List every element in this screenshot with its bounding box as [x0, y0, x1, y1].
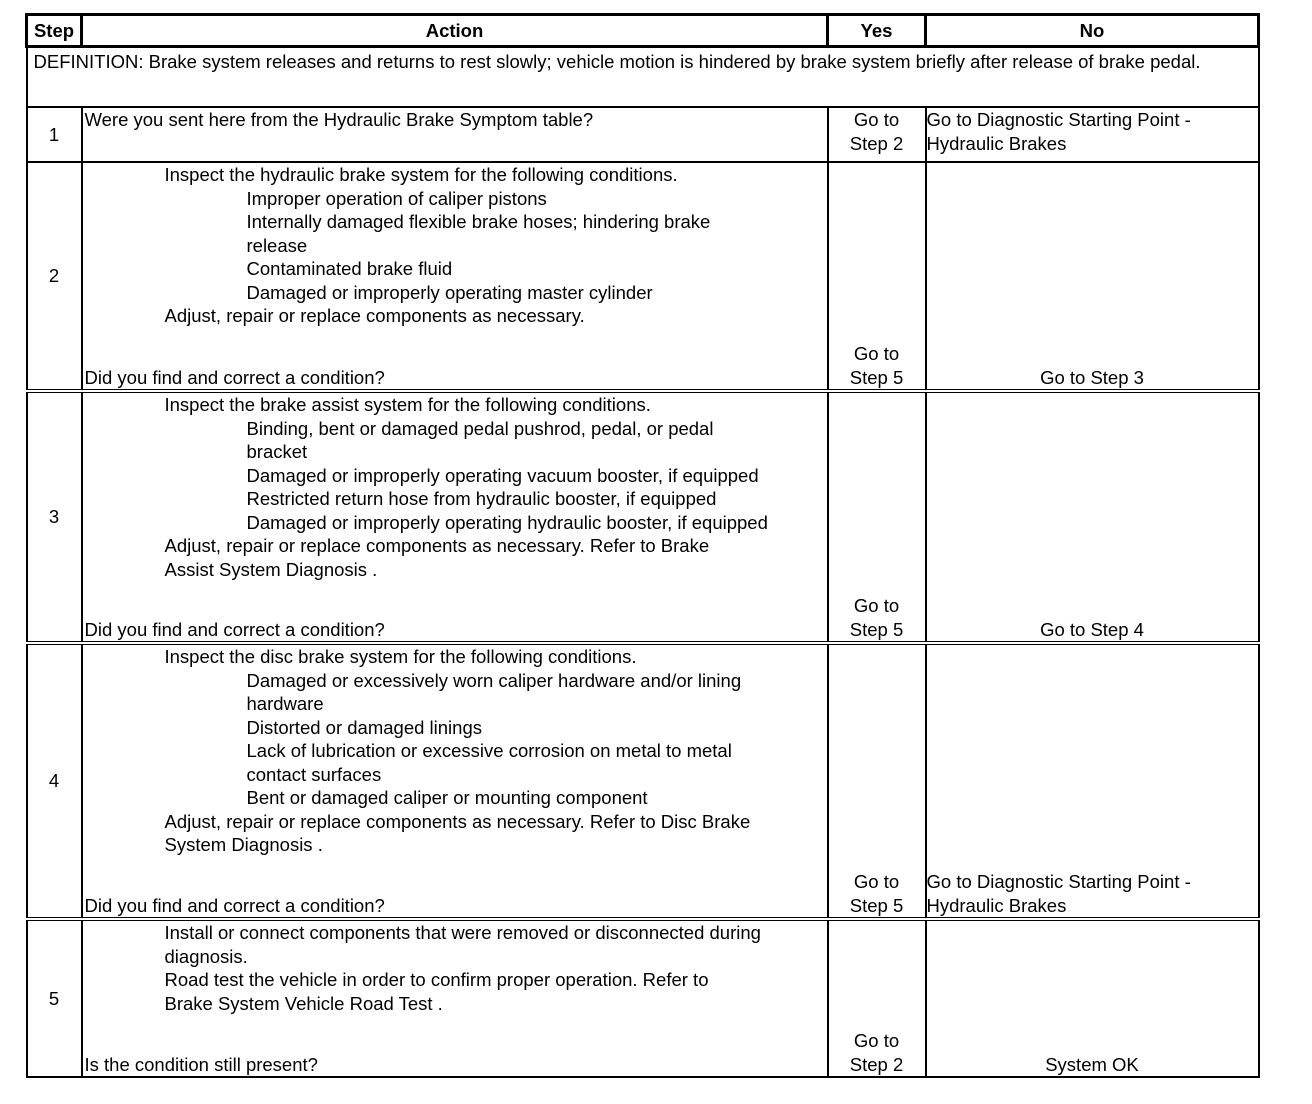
condition-item: Improper operation of caliper pistons [246, 187, 547, 209]
question-text: Did you find and correct a condition? [84, 618, 385, 640]
question-text: Were you sent here from the Hydraulic Brake Symptom table? [84, 109, 594, 130]
condition-item: Bent or damaged caliper or mounting component [246, 787, 648, 808]
step-number: 2 [27, 162, 82, 391]
yes-line: Step 2 [849, 132, 904, 154]
action-cell [82, 919, 828, 1077]
question-text: Did you find and correct a condition? [84, 366, 385, 388]
condition-item: bracket [246, 441, 308, 462]
condition-item: Binding, bent or damaged pedal pushrod, pedal, or pedal [246, 417, 714, 439]
condition-item: hardware [246, 693, 324, 714]
yes-cell [828, 391, 926, 643]
no-line: Go to Step 4 [1040, 618, 1144, 640]
no-cell [926, 107, 1259, 162]
action-cell [82, 391, 828, 643]
no-cell [926, 162, 1259, 391]
definition-row [27, 47, 1259, 108]
no-cell [926, 391, 1259, 643]
condition-item: contact surfaces [246, 763, 382, 785]
action-cell [82, 107, 828, 162]
step-number: 5 [27, 919, 82, 1077]
yes-line: Go to [853, 343, 900, 364]
yes-line: Step 5 [849, 366, 904, 388]
table-row [27, 643, 1259, 919]
header-step: Step [27, 15, 82, 47]
table-row [27, 107, 1259, 162]
header-action: Action [82, 15, 828, 47]
action-instruction: Adjust, repair or replace components as necessary. Refer to Disc Brake [164, 810, 751, 832]
yes-cell [828, 919, 926, 1077]
action-instruction: Assist System Diagnosis . [164, 558, 378, 580]
header-row [27, 15, 1259, 47]
condition-item: Contaminated brake fluid [246, 258, 453, 279]
action-cell [82, 162, 828, 391]
condition-item: Damaged or improperly operating master cylinder [246, 281, 653, 303]
action-instruction: Adjust, repair or replace components as necessary. [164, 305, 585, 326]
action-instruction: Brake System Vehicle Road Test . [164, 992, 443, 1014]
action-instruction: Install or connect components that were removed or disconnected during [164, 922, 761, 943]
action-intro: Inspect the disc brake system for the following conditions. [164, 646, 637, 667]
no-line: System OK [1045, 1053, 1139, 1075]
action-instruction: Adjust, repair or replace components as necessary. Refer to Brake [164, 535, 710, 556]
action-cell [82, 643, 828, 919]
table-row [27, 919, 1259, 1077]
step-number: 4 [27, 643, 82, 919]
diagnostic-table [25, 13, 1260, 1078]
no-cell [926, 643, 1259, 919]
no-line: Go to Step 3 [1040, 366, 1144, 388]
no-cell [926, 919, 1259, 1077]
action-intro: Inspect the brake assist system for the following conditions. [164, 394, 651, 415]
condition-item: Restricted return hose from hydraulic booster, if equipped [246, 488, 717, 509]
no-line: Go to Diagnostic Starting Point - [926, 109, 1191, 130]
action-instruction: diagnosis. [164, 945, 248, 967]
action-intro: Inspect the hydraulic brake system for the following conditions. [164, 164, 678, 185]
yes-cell [828, 162, 926, 391]
header-yes: Yes [828, 15, 926, 47]
question-text: Did you find and correct a condition? [84, 894, 385, 916]
yes-line: Step 2 [849, 1053, 904, 1075]
condition-item: Lack of lubrication or excessive corrosion on metal to metal [246, 740, 732, 761]
definition-text: DEFINITION: Brake system releases and returns to rest slowly; vehicle motion is hindered by brake system briefly after release of brake pedal. [27, 47, 1259, 108]
step-number: 3 [27, 391, 82, 643]
step-number: 1 [27, 107, 82, 162]
condition-item: Distorted or damaged linings [246, 716, 482, 738]
yes-cell [828, 643, 926, 919]
table-row [27, 162, 1259, 391]
table-row [27, 391, 1259, 643]
condition-item: Internally damaged flexible brake hoses; hindering brake [246, 211, 711, 232]
header-no: No [926, 15, 1259, 47]
no-line: Go to Diagnostic Starting Point - [926, 871, 1191, 892]
yes-line: Go to [853, 595, 900, 616]
condition-item: Damaged or improperly operating vacuum booster, if equipped [246, 464, 759, 486]
question-text: Is the condition still present? [84, 1053, 318, 1075]
yes-line: Go to [853, 1030, 900, 1051]
yes-cell [828, 107, 926, 162]
yes-line: Step 5 [849, 894, 904, 916]
no-line: Hydraulic Brakes [926, 894, 1067, 916]
action-instruction: Road test the vehicle in order to confirm proper operation. Refer to [164, 969, 709, 990]
condition-item: Damaged or improperly operating hydraulic booster, if equipped [246, 511, 768, 533]
condition-item: Damaged or excessively worn caliper hardware and/or lining [246, 669, 742, 691]
yes-line: Step 5 [849, 618, 904, 640]
condition-item: release [246, 234, 308, 256]
yes-line: Go to [853, 109, 900, 130]
yes-line: Go to [853, 871, 900, 892]
action-instruction: System Diagnosis . [164, 834, 323, 855]
no-line: Hydraulic Brakes [926, 132, 1067, 154]
